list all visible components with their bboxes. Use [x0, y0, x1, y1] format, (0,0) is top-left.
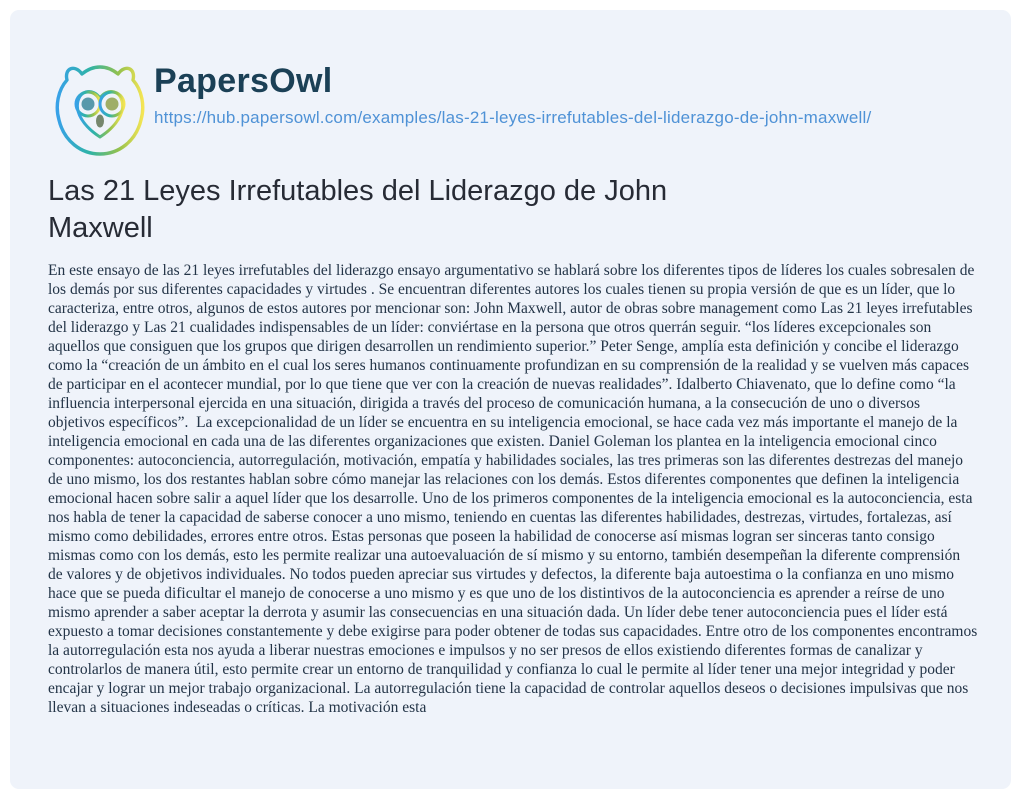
header-text-block	[154, 57, 871, 128]
site-header	[48, 57, 977, 163]
papersowl-logo-link[interactable]	[48, 57, 152, 163]
content-panel	[10, 10, 1011, 789]
brand-name[interactable]: PapersOwl	[154, 62, 333, 100]
essay-body-paragraph: En este ensayo de las 21 leyes irrefutables del liderazgo ensayo argumentativo se hablará sobre los diferentes tipos de líderes los cuales sobresalen de los demás por sus diferentes capacidades y virtudes . Se encuentran diferentes autores los cuales tienen su propia versión de que es un líder, que lo caracteriza, entre otros, algunos de estos autores por mencionar son: John Maxwell, autor de obras sobre management como Las 21 leyes irrefutables del liderazgo y Las 21 cualidades indispensables de un líder: conviértase en la persona que otros querrán seguir. “los líderes excepcionales son aquellos que consiguen que los grupos que dirigen desarrollen un rendimiento superior.” Peter Senge, amplía esta definición y concibe el liderazgo como la “creación de un ámbito en el cual los seres humanos continuamente profundizan en su comprensión de la realidad y se vuelven más capaces de participar en el acontecer mundial, por lo que tiene que ver con la creación de nuevas realidades”. Idalberto Chiavenato, que lo define como “la influencia interpersonal ejercida en una situación, dirigida a través del proceso de comunicación humana, a la consecución de uno o diversos objetivos específicos”. La excepcionalidad de un líder se encuentra en su inteligencia emocional, se hace cada vez más importante el manejo de la inteligencia emocional en cada una de las diferentes organizaciones que existen. Daniel Goleman los plantea en la inteligencia emocional cinco componentes: autoconciencia, autorregulación, motivación, empatía y habilidades sociales, las tres primeras son las diferentes destrezas del manejo de uno mismo, los dos restantes hablan sobre cómo manejar las relaciones con los demás. Estos diferentes componentes que definen la inteligencia emocional hacen sobre salir a aquel líder que los desarrolle. Uno de los primeros componentes de la inteligencia emocional es la autoconciencia, esta nos habla de tener la capacidad de saberse conocer a uno mismo, teniendo en cuentas las diferentes habilidades, destrezas, virtudes, fortalezas, así mismo como debilidades, errores entre otros. Estas personas que poseen la habilidad de conocerse así mismas logran ser sinceras tanto consigo mismas como con los demás, esto les permite realizar una autoevaluación de sí mismo y su entorno, también desempeñan la diferente comprensión de valores y de objetivos individuales. No todos pueden apreciar sus virtudes y defectos, la diferente baja autoestima o la confianza en uno mismo hace que se pueda dificultar el manejo de conocerse a uno mismo y es que uno de los distintivos de la autoconciencia es aprender a reírse de uno mismo aprender a saber aceptar la derrota y asumir las consecuencias en una situación dada. Un líder debe tener autoconciencia pues el líder está expuesto a tomar decisiones constantemente y debe exigirse para poder obtener de todas sus capacidades. Entre otro de los componentes encontramos la autorregulación esta nos ayuda a liberar nuestras emociones e impulsos y no ser presos de ellos existiendo diferentes formas de canalizar y controlarlos de manera útil, esto permite crear un entorno de tranquilidad y confianza lo cual le permite al líder tener una mejor integridad y poder encajar y lograr un mejor trabajo organizacional. La autorregulación tiene la capacidad de controlar aquellos deseos o decisiones impulsivas que nos llevan a situaciones indeseadas o críticas. La motivación esta	[48, 262, 982, 716]
owl-icon	[48, 57, 152, 163]
essay-title: Las 21 Leyes Irrefutables del Liderazgo de John Maxwell	[48, 175, 668, 244]
source-url-link[interactable]: https://hub.papersowl.com/examples/las-21-leyes-irrefutables-del-liderazgo-de-john-maxwell/	[154, 108, 872, 127]
